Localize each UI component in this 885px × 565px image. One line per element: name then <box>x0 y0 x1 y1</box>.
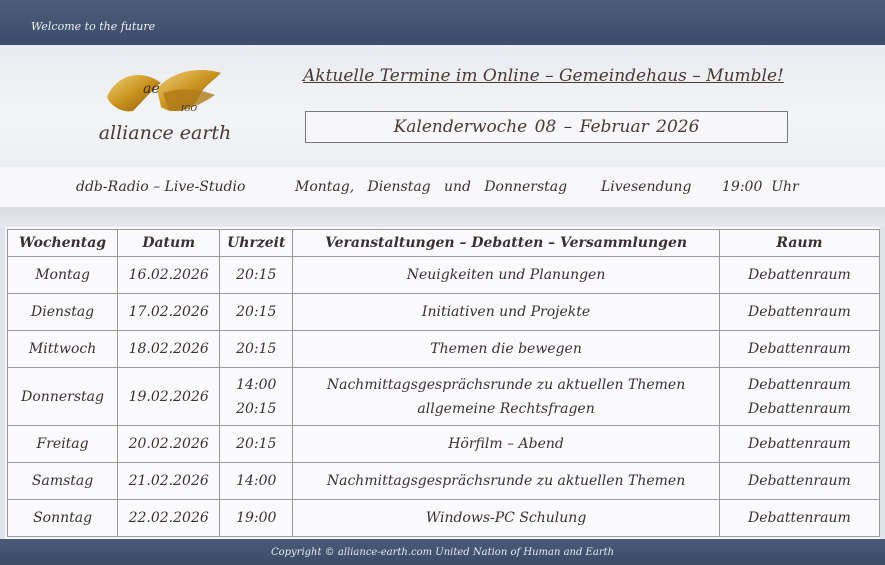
cell-time-line: 14:00 <box>236 376 277 393</box>
radio-time-label: 19:00 Uhr <box>722 179 799 195</box>
header <box>0 45 885 167</box>
cell-time-line: 20:15 <box>236 400 277 417</box>
cell-date: 22.02.2026 <box>118 500 220 537</box>
cell-time-line: 20:15 <box>236 267 277 283</box>
table-row <box>8 500 880 537</box>
cell-room <box>719 294 879 331</box>
cell-event <box>293 500 719 537</box>
footer <box>0 539 885 565</box>
calendar-week-label: Kalenderwoche 08 – Februar 2026 <box>305 111 788 143</box>
logo-wings-icon <box>103 67 227 119</box>
cell-event-line: Nachmittagsgesprächsrunde zu aktuellen Themen <box>326 473 686 489</box>
cell-event-line: Neuigkeiten und Planungen <box>406 267 606 283</box>
cell-date: 17.02.2026 <box>118 294 220 331</box>
cell-room-line: Debattenraum <box>748 267 851 283</box>
table-row <box>8 331 880 368</box>
cell-event-line: Nachmittagsgesprächsrunde zu aktuellen Themen <box>326 376 686 393</box>
cell-event <box>293 294 719 331</box>
schedule-table <box>7 229 880 537</box>
header-time: Uhrzeit <box>220 230 293 257</box>
cell-time <box>220 426 293 463</box>
table-row <box>8 257 880 294</box>
cell-room <box>719 463 879 500</box>
cell-room-line: Debattenraum <box>748 341 851 357</box>
cell-date: 21.02.2026 <box>118 463 220 500</box>
cell-time-line: 20:15 <box>236 341 277 357</box>
header-weekday: Wochentag <box>8 230 118 257</box>
cell-room-line: Debattenraum <box>748 473 851 489</box>
cell-event-line: Hörfilm – Abend <box>448 436 564 452</box>
divider-strip <box>0 207 885 227</box>
logo-monogram: ae <box>143 81 160 97</box>
cell-room-line: Debattenraum <box>748 376 851 393</box>
cell-date: 20.02.2026 <box>118 426 220 463</box>
cell-time-line: 14:00 <box>236 473 277 489</box>
cell-room <box>719 257 879 294</box>
cell-room <box>719 368 879 426</box>
cell-weekday: Dienstag <box>8 294 118 331</box>
cell-time-line: 20:15 <box>236 304 277 320</box>
radio-type-label: Livesendung <box>601 179 692 195</box>
cell-event-line: Windows-PC Schulung <box>425 510 587 526</box>
cell-event-line: Themen die bewegen <box>430 341 582 357</box>
cell-room-line: Debattenraum <box>748 400 851 417</box>
cell-room-line: Debattenraum <box>748 304 851 320</box>
cell-time <box>220 294 293 331</box>
radio-days-label: Montag, Dienstag und Donnerstag <box>295 179 568 195</box>
cell-event <box>293 426 719 463</box>
logo-tag: IGO <box>181 104 198 113</box>
cell-room <box>719 331 879 368</box>
cell-weekday: Sonntag <box>8 500 118 537</box>
table-row <box>8 463 880 500</box>
header-event: Veranstaltungen – Debatten – Versammlungen <box>293 230 719 257</box>
table-row <box>8 426 880 463</box>
cell-time <box>220 368 293 426</box>
brand-name: alliance earth <box>98 122 232 144</box>
cell-event <box>293 331 719 368</box>
cell-weekday: Freitag <box>8 426 118 463</box>
cell-weekday: Montag <box>8 257 118 294</box>
cell-date: 19.02.2026 <box>118 368 220 426</box>
cell-room <box>719 426 879 463</box>
cell-room <box>719 500 879 537</box>
header-date: Datum <box>118 230 220 257</box>
cell-time-line: 20:15 <box>236 436 277 452</box>
cell-event <box>293 368 719 426</box>
cell-weekday: Mittwoch <box>8 331 118 368</box>
cell-date: 18.02.2026 <box>118 331 220 368</box>
page-title[interactable]: Aktuelle Termine im Online – Gemeindehaus – Mumble! <box>303 66 784 86</box>
schedule-table-container <box>5 227 880 539</box>
cell-event <box>293 257 719 294</box>
copyright-text: Copyright © alliance-earth.com United Nation of Human and Earth <box>270 547 615 558</box>
welcome-text: Welcome to the future <box>31 20 156 33</box>
cell-room-line: Debattenraum <box>748 510 851 526</box>
cell-time-line: 19:00 <box>236 510 277 526</box>
cell-weekday: Samstag <box>8 463 118 500</box>
table-row <box>8 368 880 426</box>
cell-time <box>220 257 293 294</box>
cell-room-line: Debattenraum <box>748 436 851 452</box>
cell-time <box>220 500 293 537</box>
cell-event <box>293 463 719 500</box>
cell-event-line: allgemeine Rechtsfragen <box>417 400 595 417</box>
table-header-row <box>8 230 880 257</box>
table-row <box>8 294 880 331</box>
cell-time <box>220 331 293 368</box>
cell-event-line: Initiativen und Projekte <box>421 304 591 320</box>
radio-studio-label: ddb-Radio – Live-Studio <box>76 179 246 195</box>
cell-date: 16.02.2026 <box>118 257 220 294</box>
top-bar <box>0 0 885 45</box>
header-room: Raum <box>719 230 879 257</box>
alliance-earth-logo[interactable] <box>95 67 235 147</box>
radio-schedule-bar <box>0 167 885 207</box>
cell-weekday: Donnerstag <box>8 368 118 426</box>
cell-time <box>220 463 293 500</box>
